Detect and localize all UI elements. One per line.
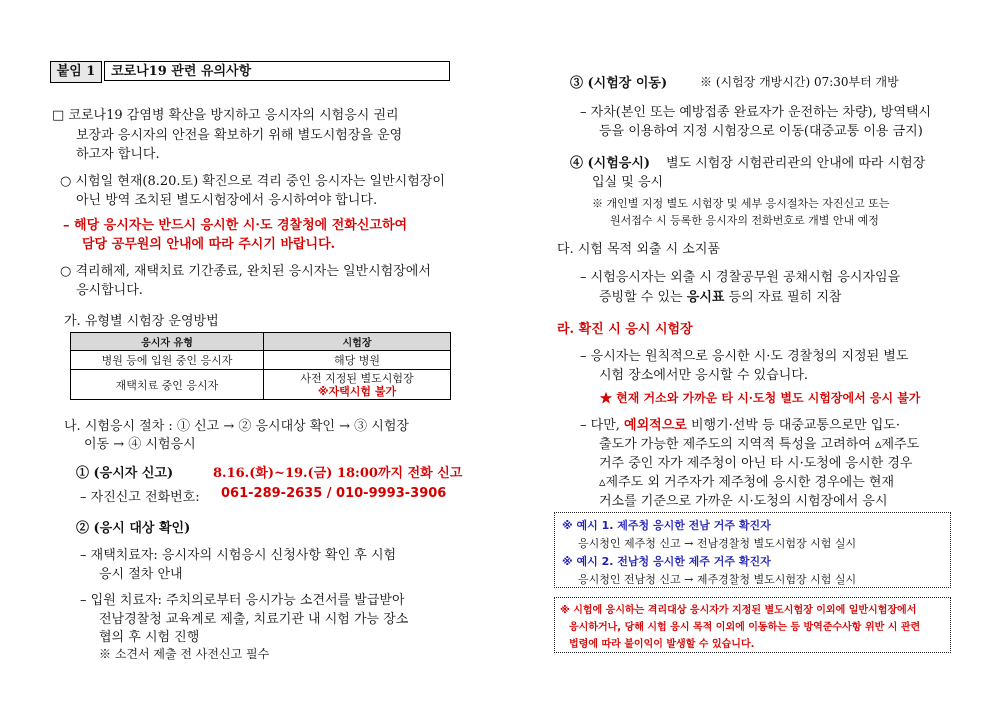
exception-text-a: – 다만, <box>580 418 620 433</box>
exception-line-2: 출도가 가능한 제주도의 지역적 특성을 고려하여 ▵제주도 <box>599 437 920 452</box>
example1-body: 응시청인 제주청 신고 → 전남경찰청 별도시험장 시험 실시 <box>578 537 857 550</box>
bullet1-line-1: ○ 시험일 현재(8.20.토) 확진으로 격리 중인 응시자는 일반시험장이 <box>60 174 445 189</box>
da-text-b: 등의 자료 필히 지참 <box>728 290 842 305</box>
intro-line-1: □ 코로나19 감염병 확산을 방지하고 응시자의 시험응시 권리 <box>52 108 399 123</box>
step3-note: ※ (시험장 개방시간) 07:30부터 개방 <box>700 75 899 89</box>
penalty-line-2: 응시하거나, 당해 시험 응시 목적 이외에 이동하는 등 방역준수사항 위반 시 관련 <box>569 622 921 633</box>
bullet2-line-2: 응시합니다. <box>76 283 143 298</box>
step1-date: 8.16.(화)~19.(금) 18:00까지 전화 신고 <box>213 466 463 481</box>
step2-b-line-1: – 입원 치료자: 주치의로부터 응시가능 소견서를 발급받아 <box>80 593 405 608</box>
table-header-venue: 시험장 <box>264 333 451 351</box>
table-cell-venue <box>264 370 451 400</box>
section-da-line-1: – 시험응시자는 외출 시 경찰공무원 공채시험 응시자임을 <box>580 270 901 285</box>
penalty-line-1: ※ 시험에 응시하는 격리대상 응시자가 지정된 별도시험장 이외에 일반시험장에서 <box>560 605 917 616</box>
step3-line-2: 등을 이용하여 지정 시험장으로 이동(대중교통 이용 금지) <box>599 124 923 139</box>
step4-line-1: 별도 시험장 시험관리관의 안내에 따라 시험장 <box>666 156 926 171</box>
venue-text: 사전 지정된 별도시험장 <box>300 371 414 385</box>
step3-line-1: – 자차(본인 또는 예방접종 완료자가 운전하는 차량), 방역택시 <box>580 105 932 120</box>
document-title: 코로나19 관련 유의사항 <box>104 61 450 81</box>
intro-line-3: 하고자 합니다. <box>76 147 160 162</box>
step2-title: ② (응시 대상 확인) <box>76 521 191 536</box>
attachment-tag: 붙임 1 <box>50 61 102 83</box>
step2-a-line-2: 응시 절차 안내 <box>99 567 183 582</box>
exception-line-3: 거주 중인 자가 제주청이 아닌 타 시·도청에 응시한 경우 <box>599 456 913 471</box>
step2-note: ※ 소견서 제출 전 사전신고 필수 <box>99 647 270 661</box>
section-da-line-2 <box>599 286 841 305</box>
step4-note-line-1: ※ 개인별 지정 별도 시험장 및 세부 응시절차는 자진신고 또는 <box>592 197 890 210</box>
warning-line-1: – 해당 응시자는 반드시 응시한 시·도 경찰청에 전화신고하여 <box>63 218 408 233</box>
exception-line-4: ▵제주도 외 거주자가 제주청에 응시한 경우에는 현재 <box>599 475 895 490</box>
exception-line-1 <box>580 414 900 433</box>
step2-b-line-3: 협의 후 시험 진행 <box>99 630 200 645</box>
example2-body: 응시청인 전남청 신고 → 제주경찰청 별도시험장 시험 실시 <box>578 573 857 586</box>
example1-title: ※ 예시 1. 제주청 응시한 전남 거주 확진자 <box>562 519 771 532</box>
section-ga-heading: 가. 유형별 시험장 운영방법 <box>64 314 219 329</box>
table-row <box>71 370 451 400</box>
penalty-line-3: 법령에 따라 불이익이 발생할 수 있습니다. <box>569 639 755 650</box>
step1-phone: 061-289-2635 / 010-9993-3906 <box>221 486 447 501</box>
table-row <box>71 351 451 370</box>
exception-line-5: 거소를 기준으로 가까운 시·도청의 시험장에서 응시 <box>599 494 888 509</box>
venue-table <box>70 332 451 400</box>
venue-note: ※자택시험 불가 <box>317 384 397 398</box>
warning-line-2: 담당 공무원의 안내에 따라 주시기 바랍니다. <box>82 237 336 252</box>
step2-a-line-1: – 재택치료자: 응시자의 시험응시 신청사항 확인 후 시험 <box>80 548 397 563</box>
bullet2-line-1: ○ 격리해제, 재택치료 기간종료, 완치된 응시자는 일반시험장에서 <box>60 264 431 279</box>
exception-emphasis: 예외적으로 <box>624 418 687 433</box>
example2-title: ※ 예시 2. 전남청 응시한 제주 거주 확진자 <box>562 555 771 568</box>
step3-title: ③ (시험장 이동) <box>570 76 668 91</box>
table-cell-type: 재택치료 중인 응시자 <box>71 370 264 400</box>
section-ra-line-1: – 응시자는 원칙적으로 응시한 시·도 경찰청의 지정된 별도 <box>580 349 909 364</box>
section-ra-heading: 라. 확진 시 응시 시험장 <box>557 322 693 337</box>
da-text-a: 증빙할 수 있는 <box>599 290 683 305</box>
section-na-line-2: 이동 → ④ 시험응시 <box>84 437 196 452</box>
section-ra-line-2: 시험 장소에서만 응시할 수 있습니다. <box>599 368 809 383</box>
step1-title: ① (응시자 신고) <box>76 466 174 481</box>
section-ra-star: ★ 현재 거소와 가까운 타 시·도청 별도 시험장에서 응시 불가 <box>600 391 921 405</box>
step4-title: ④ (시험응시) <box>570 156 651 171</box>
step1-phone-label: – 자진신고 전화번호: <box>80 490 200 505</box>
section-da-heading: 다. 시험 목적 외출 시 소지품 <box>557 242 720 257</box>
table-cell-type: 병원 등에 입원 중인 응시자 <box>71 351 264 370</box>
table-header-type: 응시자 유형 <box>71 333 264 351</box>
step4-line-2: 입실 및 응시 <box>592 175 664 190</box>
exception-text-b: 비행기·선박 등 대중교통으로만 입도· <box>690 418 901 433</box>
intro-line-2: 보장과 응시자의 안전을 확보하기 위해 별도시험장을 운영 <box>76 128 403 143</box>
bullet1-line-2: 아닌 방역 조치된 별도시험장에서 응시하여야 합니다. <box>76 193 378 208</box>
step4-note-line-2: 원서접수 시 등록한 응시자의 전화번호로 개별 안내 예정 <box>610 214 879 227</box>
step2-b-line-2: 전남경찰청 교육계로 제출, 치료기관 내 시험 가능 장소 <box>99 612 409 627</box>
admission-ticket: 응시표 <box>686 290 725 305</box>
table-cell-venue: 해당 병원 <box>264 351 451 370</box>
section-na-line-1: 나. 시험응시 절차 : ① 신고 → ② 응시대상 확인 → ③ 시험장 <box>64 419 409 434</box>
